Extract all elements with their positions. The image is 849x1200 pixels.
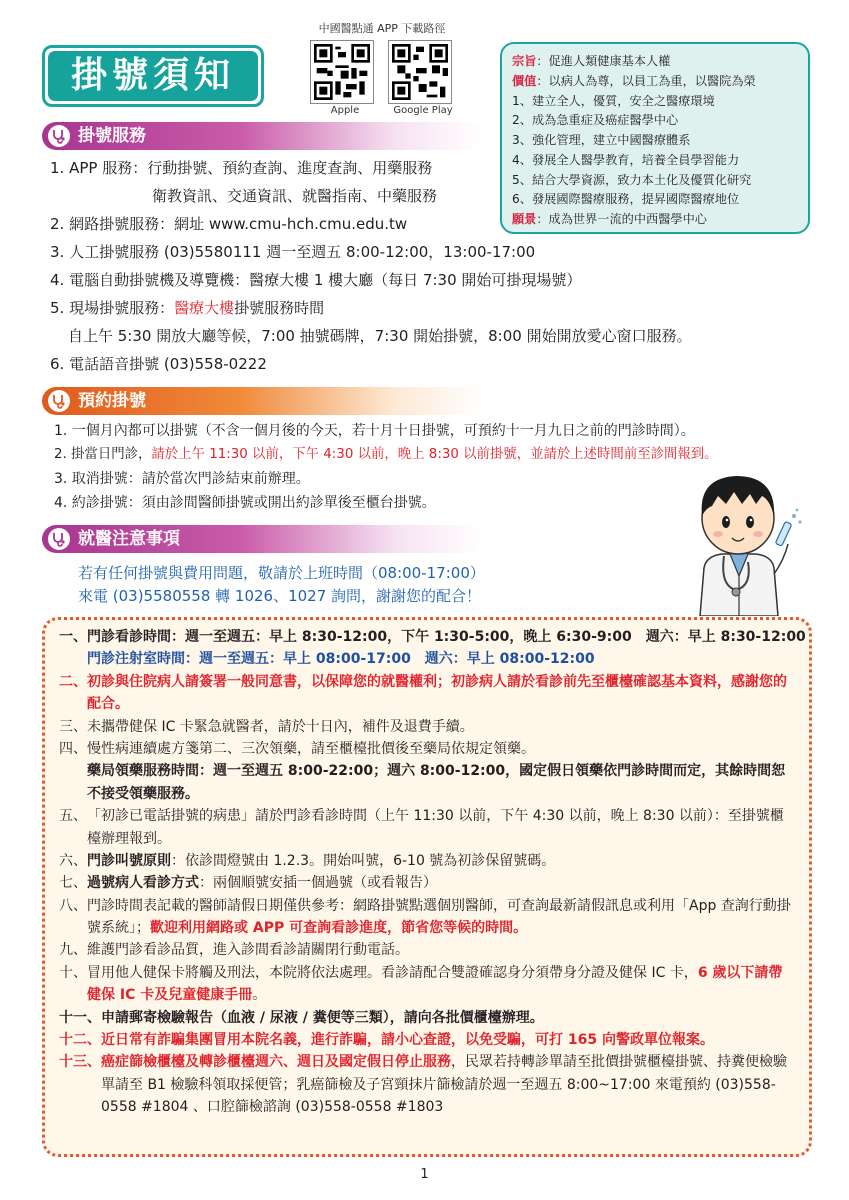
vision-key: 願景 bbox=[512, 212, 537, 227]
purpose-text: ：促進人類健康基本人權 bbox=[536, 54, 671, 68]
rule-10 bbox=[59, 962, 795, 1007]
mission-item: 2、成為急重症及癌症醫學中心 bbox=[512, 113, 679, 128]
section-header-registration bbox=[42, 122, 482, 150]
rule-3 bbox=[59, 716, 795, 738]
appt-line-2 bbox=[54, 446, 718, 464]
qr-google-icon bbox=[392, 44, 448, 100]
reg-line-5b: 掛號服務時間 bbox=[234, 299, 325, 317]
rule-number: 十、 bbox=[59, 964, 87, 981]
rule-13 bbox=[59, 1051, 795, 1118]
rule-number: 三、 bbox=[59, 718, 87, 735]
rule-3-text: 未攜帶健保 IC 卡緊急就醫者，請於十日內，補件及退費手續。 bbox=[87, 718, 474, 735]
section-header-appointment bbox=[42, 387, 482, 415]
stethoscope-icon bbox=[48, 125, 70, 147]
section-header-medical-notes bbox=[42, 525, 482, 553]
rule-11-text: 申請郵寄檢驗報告（血液 / 尿液 / 糞便等三類），請向各批價櫃檯辦理。 bbox=[101, 1009, 544, 1026]
reg-line-2: 2. 網路掛號服務：網址 www.cmu-hch.cmu.edu.tw bbox=[50, 215, 408, 233]
rule-9-text: 維護門診看診品質，進入診間看診請關閉行動電話。 bbox=[87, 942, 409, 959]
rule-4 bbox=[59, 738, 795, 805]
rule-number: 十三、 bbox=[59, 1054, 101, 1071]
page-number: 1 bbox=[420, 1167, 429, 1182]
rule-body bbox=[87, 626, 806, 671]
rules-box bbox=[42, 617, 812, 1157]
rule-13-highlight: 癌症篩檢櫃檯及轉診櫃檯週六、週日及國定假日停止服務 bbox=[101, 1054, 451, 1071]
rule-4-pharmacy: 藥局領藥服務時間：週一至週五 8:00-22:00；週六 8:00-12:00，國定假日領藥依門診時間而定，其餘時間恕不接受領藥服務。 bbox=[87, 763, 786, 802]
reg-line-5-highlight: 醫療大樓 bbox=[174, 299, 235, 317]
reg-line-4: 4. 電腦自動掛號機及導覽機：醫療大樓 1 樓大廳（每日 7:30 開始可掛現場號） bbox=[50, 271, 582, 289]
reg-line-5 bbox=[50, 298, 324, 318]
doctor-illustration bbox=[676, 456, 806, 616]
rule-number: 二、 bbox=[59, 673, 87, 690]
qr-code-google[interactable] bbox=[388, 40, 452, 104]
mission-purpose bbox=[512, 52, 798, 72]
rule-2-text: 初診與住院病人請簽署一般同意書，以保障您的就醫權利；初診病人請於看診前先至櫃檯確認基本資料，感謝您的配合。 bbox=[87, 673, 787, 713]
qr-apple-block bbox=[310, 40, 380, 118]
appt-line-3: 3. 取消掛號：請於當次門診結束前辦理。 bbox=[54, 471, 310, 487]
rule-10-end: 。 bbox=[252, 987, 267, 1004]
rule-number: 四、 bbox=[59, 740, 87, 757]
title-box bbox=[42, 45, 264, 107]
rule-13-text: ，民眾若持轉診單請至批價掛號櫃檯掛號、持糞便檢驗單請至 B1 檢驗科領取採便管；乳癌篩檢及子宮頸抹片篩檢請於週一至週五 8:00~17:00 來電預約 (03)558-0558 #1804 、口腔篩檢諮詢 (03)558-0558 #1803 bbox=[101, 1054, 787, 1116]
rule-7-text: ：兩個順號安插一個過號（或看報告） bbox=[199, 875, 437, 892]
rule-number: 十二、 bbox=[59, 1032, 101, 1049]
stethoscope-icon bbox=[48, 390, 70, 412]
rule-6-key: 門診叫號原則 bbox=[87, 852, 171, 869]
rule-number: 六、 bbox=[59, 852, 87, 869]
rule-7-key: 過號病人看診方式 bbox=[87, 875, 199, 892]
rule-11 bbox=[59, 1007, 795, 1029]
mission-vision bbox=[512, 210, 798, 230]
mission-item: 1、建立全人，優質，安全之醫療環境 bbox=[512, 93, 715, 108]
rule-8-highlight: 歡迎利用網路或 APP 可查詢看診進度，節省您等候的時間。 bbox=[150, 920, 528, 937]
appt-line-4: 4. 約診掛號：須由診間醫師掛號或開出約診單後至櫃台掛號。 bbox=[54, 495, 436, 511]
reg-line-5a: 5. 現場掛號服務： bbox=[50, 299, 175, 317]
reg-line-5c: 自上午 5:30 開放大廳等候，7:00 抽號碼牌，7:30 開始掛號，8:00 開始開放愛心窗口服務。 bbox=[68, 327, 692, 345]
rule-1-text: 門診看診時間：週一至週五：早上 8:30-12:00，下午 1:30-5:00，晚上 6:30-9:00 週六：早上 8:30-12:00 bbox=[87, 629, 806, 645]
qr-caption: 中國醫點通 APP 下載路徑 bbox=[318, 22, 446, 35]
mission-values bbox=[512, 72, 798, 92]
qr-google-block bbox=[388, 40, 458, 118]
qr-code-apple[interactable] bbox=[310, 40, 374, 104]
rule-9 bbox=[59, 939, 795, 961]
notice-line-1: 若有任何掛號與費用問題，敬請於上班時間（08:00-17:00） bbox=[78, 564, 485, 582]
section-title: 預約掛號 bbox=[78, 390, 146, 411]
values-text: ：以病人為尊，以員工為重，以醫院為榮 bbox=[536, 73, 756, 88]
mission-item: 4、發展全人醫學教育，培養全員學習能力 bbox=[512, 152, 740, 167]
appt-line-2a: 2. 掛當日門診， bbox=[54, 447, 152, 462]
rule-5-text: 「初診已電話掛號的病患」請於門診看診時間（上午 11:30 以前，下午 4:30 以前，晚上 8:30 以前）：至掛號櫃檯辦理報到。 bbox=[87, 808, 784, 847]
doctor-icon bbox=[676, 456, 806, 616]
mission-item: 5、結合大學資源，致力本土化及優質化研究 bbox=[512, 172, 752, 187]
rule-12 bbox=[59, 1029, 795, 1051]
rule-8 bbox=[59, 895, 795, 940]
rule-6-text: ：依診間燈號由 1.2.3。開始叫號，6-10 號為初診保留號碼。 bbox=[171, 852, 556, 869]
mission-item: 6、發展國際醫療服務，提昇國際醫療地位 bbox=[512, 192, 740, 207]
appt-line-1: 1. 一個月內都可以掛號（不含一個月後的今天，若十月十日掛號，可預約十一月九日之前的門診時間）。 bbox=[54, 423, 695, 439]
rule-12-text: 近日常有詐騙集團冒用本院名義，進行詐騙，請小心查證，以免受騙，可打 165 向警政單位報案。 bbox=[101, 1032, 714, 1049]
reg-line-6: 6. 電話語音掛號 (03)558-0222 bbox=[50, 355, 267, 373]
page-title: 掛號須知 bbox=[48, 51, 258, 101]
reg-line-1: 1. APP 服務：行動掛號、預約查詢、進度查詢、用藥服務 bbox=[50, 159, 433, 177]
qr-apple-icon bbox=[314, 44, 370, 100]
reg-line-3: 3. 人工掛號服務 (03)5580111 週一至週五 8:00-12:00，13:00-17:00 bbox=[50, 243, 536, 261]
rule-7 bbox=[59, 872, 795, 894]
rule-10-highlight: 6 歲以下請帶健保 IC 卡及兒童健康手冊 bbox=[87, 964, 783, 1004]
vision-text: ：成為世界一流的中西醫學中心 bbox=[536, 212, 707, 227]
rule-4-text: 慢性病連續處方箋第二、三次領藥，請至櫃檯批價後至藥局依規定領藥。 bbox=[87, 740, 535, 757]
section-title: 就醫注意事項 bbox=[78, 528, 180, 549]
mission-item: 3、強化管理，建立中國醫療體系 bbox=[512, 133, 691, 148]
rule-number: 七、 bbox=[59, 875, 87, 892]
purpose-key: 宗旨 bbox=[512, 54, 537, 68]
section-title: 掛號服務 bbox=[78, 125, 146, 146]
reg-line-1b: 衛教資訊、交通資訊、就醫指南、中藥服務 bbox=[152, 187, 438, 205]
rule-body bbox=[101, 1051, 795, 1118]
rule-body bbox=[87, 872, 795, 894]
rule-5 bbox=[59, 805, 795, 850]
qr-google-label: Google Play bbox=[393, 105, 453, 116]
rule-number: 八、 bbox=[59, 897, 87, 914]
rule-number: 五、 bbox=[59, 808, 87, 825]
rule-body bbox=[87, 895, 795, 940]
appt-line-2-highlight: 請於上午 11:30 以前，下午 4:30 以前，晚上 8:30 以前掛號，並請於上述時間前至診間報到。 bbox=[151, 447, 718, 462]
rule-6 bbox=[59, 850, 795, 872]
values-key: 價值 bbox=[512, 73, 537, 88]
rule-body bbox=[87, 738, 795, 805]
rule-1 bbox=[59, 626, 806, 671]
contact-notice bbox=[78, 562, 485, 609]
rule-number: 九、 bbox=[59, 942, 87, 959]
rule-1-injection: 門診注射室時間：週一至週五：早上 08:00-17:00 週六：早上 08:00-12:00 bbox=[87, 651, 595, 668]
rule-body bbox=[87, 850, 795, 872]
rule-number: 十一、 bbox=[59, 1009, 101, 1026]
notice-line-2: 來電 (03)5580558 轉 1026、1027 詢問，謝謝您的配合！ bbox=[78, 587, 482, 606]
qr-apple-label: Apple bbox=[330, 105, 360, 116]
rule-number: 一、 bbox=[59, 629, 87, 645]
rule-10-text: 冒用他人健保卡將觸及刑法，本院將依法處理。看診請配合雙證確認身分須帶身分證及健保 IC 卡， bbox=[87, 964, 698, 981]
rule-body bbox=[87, 962, 795, 1007]
rule-8-text: 門診時間表記載的醫師請假日期僅供參考：網路掛號點選個別醫師，可查詢最新請假訊息或利用「App 查詢行動掛號系統」； bbox=[87, 897, 791, 937]
stethoscope-icon bbox=[48, 528, 70, 550]
mission-box bbox=[500, 42, 810, 234]
rule-2 bbox=[59, 671, 795, 716]
